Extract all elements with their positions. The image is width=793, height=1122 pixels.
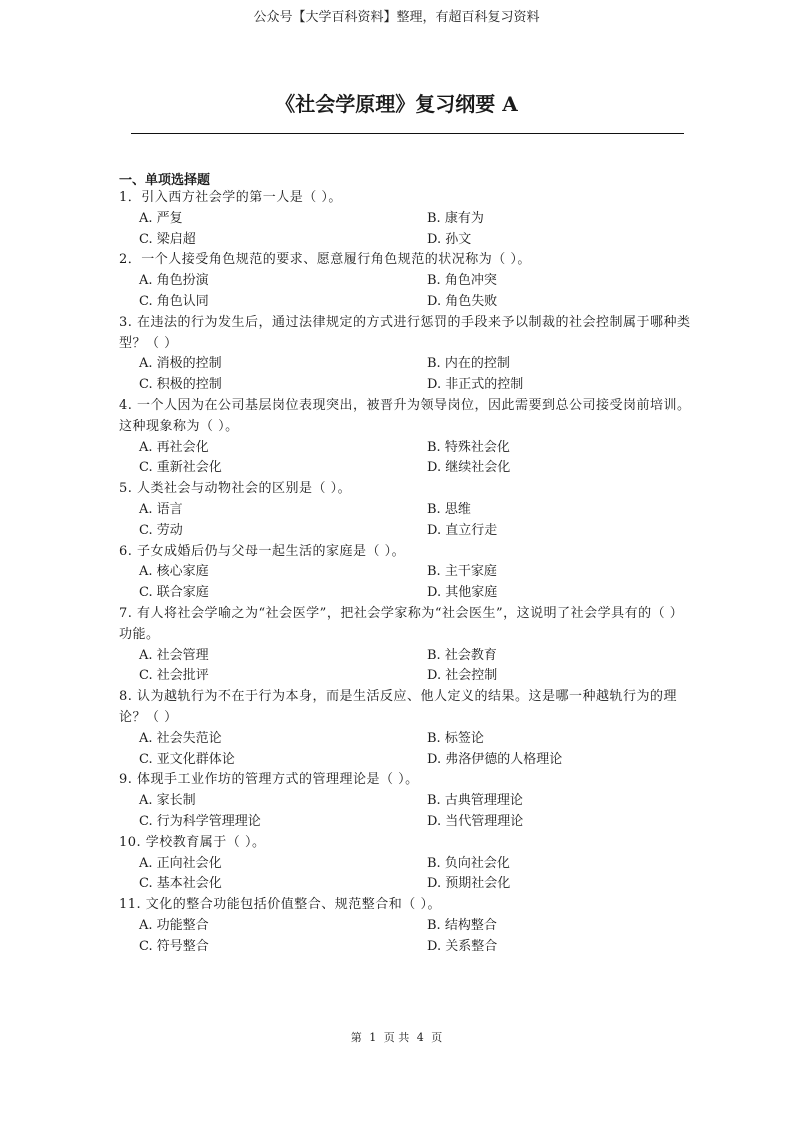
option-group — [119, 271, 691, 313]
question-7 — [119, 604, 691, 687]
option-a: A. 再社会化 — [139, 439, 209, 455]
option-c: C. 联合家庭 — [139, 585, 209, 601]
option-d: D. 非正式的控制 — [427, 377, 524, 393]
option-group — [119, 916, 691, 958]
document-title: 《社会学原理》复习纲要 A — [275, 92, 518, 116]
question-11 — [119, 895, 691, 957]
option-group — [119, 854, 691, 896]
option-d: D. 其他家庭 — [427, 585, 498, 601]
option-b: B. 古典管理理论 — [427, 793, 523, 809]
option-d: D. 弗洛伊德的人格理论 — [427, 751, 563, 767]
option-b: B. 角色冲突 — [427, 273, 497, 289]
question-2 — [119, 250, 691, 312]
question-stem: 9. 体现手工业作坊的管理方式的管理理论是（ ）。 — [119, 772, 419, 788]
question-9 — [119, 770, 691, 832]
page-number: 1 — [369, 1031, 377, 1044]
option-group — [119, 354, 691, 396]
option-b: B. 内在的控制 — [427, 356, 510, 372]
option-d: D. 孙文 — [427, 231, 472, 247]
option-d: D. 关系整合 — [427, 938, 498, 954]
option-c: C. 角色认同 — [139, 293, 209, 309]
option-b: B. 思维 — [427, 501, 471, 517]
option-c: C. 重新社会化 — [139, 460, 222, 476]
header-note: 公众号【大学百科资料】整理，有超百科复习资料 — [253, 10, 540, 25]
question-stem: 2．一个人接受角色规范的要求、愿意履行角色规范的状况称为（ ）。 — [119, 252, 531, 268]
option-a: A. 语言 — [139, 501, 183, 517]
question-stem: 8. 认为越轨行为不在于行为本身，而是生活反应、他人定义的结果。这是哪一种越轨行为的理论？（ ） — [119, 689, 678, 725]
option-c: C. 亚文化群体论 — [139, 751, 235, 767]
option-c: C. 劳动 — [139, 522, 183, 538]
option-b: B. 康有为 — [427, 210, 484, 226]
option-a: A. 核心家庭 — [139, 564, 209, 580]
question-stem: 4. 一个人因为在公司基层岗位表现突出，被晋升为领导岗位，因此需要到总公司接受岗前培训。这种现象称为（ ）。 — [119, 397, 691, 434]
question-5 — [119, 479, 691, 541]
option-d: D. 继续社会化 — [427, 460, 511, 476]
question-1 — [119, 188, 691, 250]
option-c: C. 行为科学管理理论 — [139, 813, 261, 829]
section-heading: 一、单项选择题 — [119, 173, 211, 188]
option-a: A. 消极的控制 — [139, 356, 222, 372]
option-a: A. 角色扮演 — [139, 273, 209, 289]
option-a: A. 严复 — [139, 210, 183, 226]
option-c: C. 积极的控制 — [139, 377, 222, 393]
question-stem: 6. 子女成婚后仍与父母一起生活的家庭是（ ）。 — [119, 543, 406, 559]
question-8 — [119, 687, 691, 770]
footer-prefix: 第 — [350, 1031, 362, 1044]
footer-suffix: 页 — [431, 1031, 443, 1044]
option-a: A. 社会失范论 — [139, 730, 222, 746]
question-stem: 5. 人类社会与动物社会的区别是（ ）。 — [119, 481, 352, 497]
question-6 — [119, 542, 691, 604]
option-a: A. 功能整合 — [139, 917, 209, 933]
option-group — [119, 791, 691, 833]
page-total: 4 — [416, 1031, 424, 1044]
option-a: A. 家长制 — [139, 793, 196, 809]
option-c: C. 梁启超 — [139, 231, 196, 247]
question-list — [119, 188, 691, 957]
page-footer — [0, 1029, 793, 1045]
question-stem: 10. 学校教育属于（ ）。 — [119, 834, 266, 850]
option-c: C. 基本社会化 — [139, 876, 222, 892]
option-group — [119, 438, 691, 480]
question-4 — [119, 396, 691, 479]
question-stem: 3. 在违法的行为发生后，通过法律规定的方式进行惩罚的手段来予以制裁的社会控制属于哪种类型？（ ） — [119, 314, 691, 351]
title-divider — [131, 133, 684, 134]
question-3 — [119, 313, 691, 396]
option-d: D. 直立行走 — [427, 522, 498, 538]
option-b: B. 负向社会化 — [427, 855, 510, 871]
option-c: C. 社会批评 — [139, 668, 209, 684]
option-a: A. 正向社会化 — [139, 855, 222, 871]
option-d: D. 预期社会化 — [427, 876, 511, 892]
question-stem: 7. 有人将社会学喻之为“社会医学”，把社会学家称为“社会医生”，这说明了社会学具有的（ ）功能。 — [119, 605, 684, 642]
option-a: A. 社会管理 — [139, 647, 209, 663]
question-10 — [119, 833, 691, 895]
option-b: B. 社会教育 — [427, 647, 497, 663]
footer-middle: 页 共 — [383, 1031, 410, 1044]
option-group — [119, 209, 691, 251]
option-d: D. 当代管理理论 — [427, 813, 524, 829]
option-b: B. 标签论 — [427, 730, 484, 746]
option-d: D. 角色失败 — [427, 293, 498, 309]
question-stem: 1．引入西方社会学的第一人是（ ）。 — [119, 190, 342, 205]
option-c: C. 符号整合 — [139, 938, 209, 954]
question-stem: 11. 文化的整合功能包括价值整合、规范整合和（ ）。 — [119, 897, 441, 913]
option-b: B. 结构整合 — [427, 917, 497, 933]
option-group — [119, 562, 691, 604]
option-group — [119, 500, 691, 542]
option-b: B. 主干家庭 — [427, 564, 497, 580]
option-group — [119, 646, 691, 688]
option-b: B. 特殊社会化 — [427, 439, 510, 455]
option-group — [119, 729, 691, 771]
option-d: D. 社会控制 — [427, 668, 498, 684]
